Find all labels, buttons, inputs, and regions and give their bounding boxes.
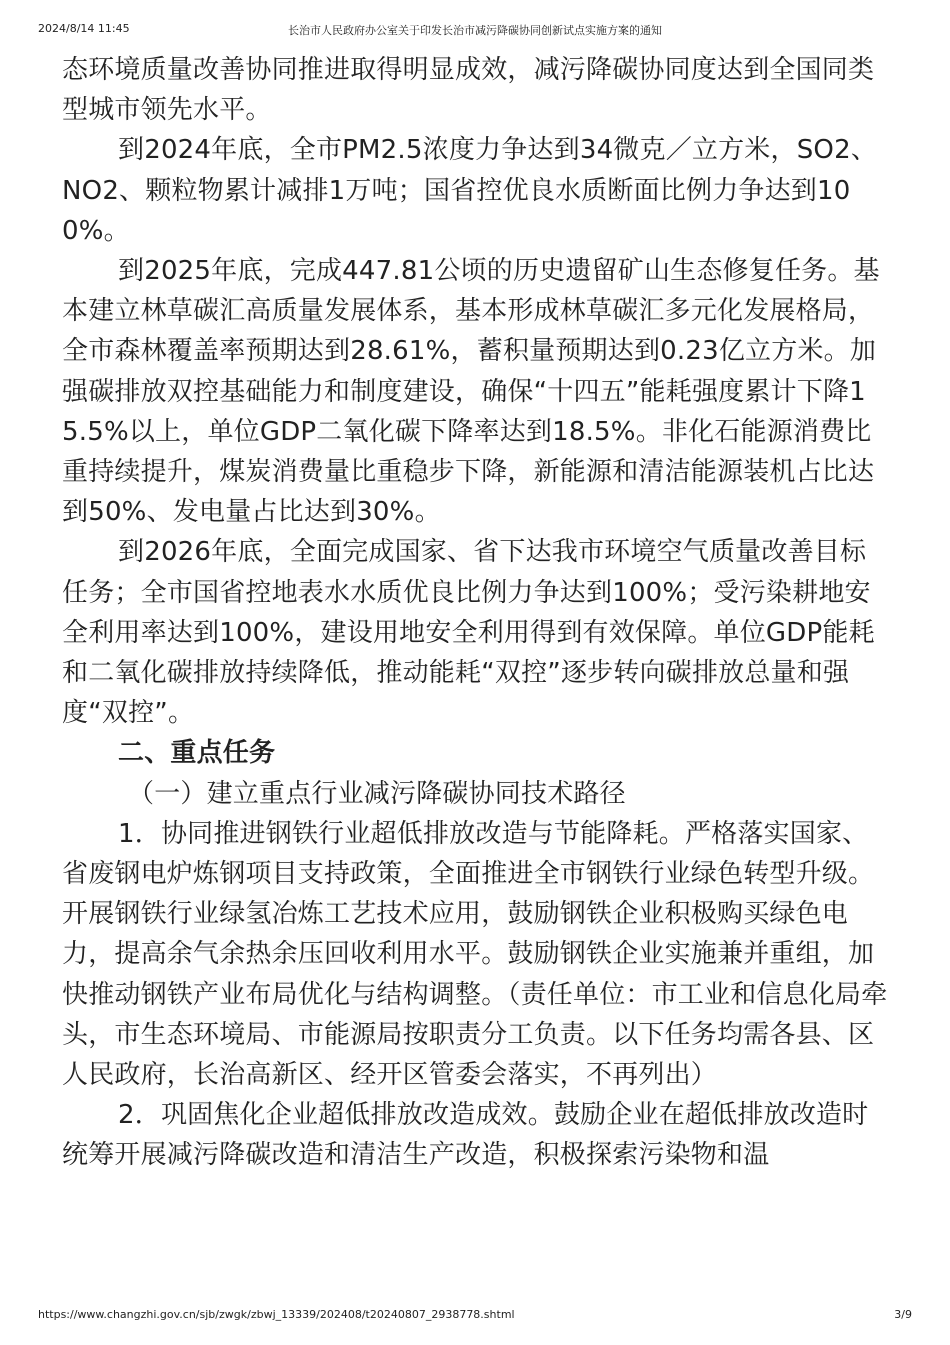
- print-header: [38, 22, 912, 38]
- paragraph-continued: 态环境质量改善协同推进取得明显成效，减污降碳协同度达到全国同类型城市领先水平。: [62, 55, 875, 126]
- paragraph-task-1: 1．协同推进钢铁行业超低排放改造与节能降耗。严格落实国家、省废钢电炉炼钢项目支持政策，全面推进全市钢铁行业绿色转型升级。开展钢铁行业绿氢冶炼工艺技术应用，鼓励钢铁企业积极购买绿色电力，提高余气余热余压回收利用水平。鼓励钢铁企业实施兼并重组，加快推动钢铁产业布局优化与结构调整。（责任单位：市工业和信息化局牵头，市生态环境局、市能源局按职责分工负责。以下任务均需各县、区人民政府，长治高新区、经开区管委会落实，不再列出）: [62, 818, 888, 1091]
- paragraph-2026-targets: 到2026年底，全面完成国家、省下达我市环境空气质量改善目标任务；全市国省控地表水水质优良比例力争达到100%；受污染耕地安全利用率达到100%，建设用地安全利用得到有效保障。单位GDP能耗和二氧化碳排放持续降低，推动能耗“双控”逐步转向碳排放总量和强度“双控”。: [62, 537, 875, 729]
- print-footer: [38, 1308, 912, 1324]
- paragraph-2024-targets: 到2024年底，全市PM2.5浓度力争达到34微克／立方米，SO2、NO2、颗粒物累计减排1万吨；国省控优良水质断面比例力争达到100%。: [62, 135, 878, 246]
- page-url: https://www.changzhi.gov.cn/sjb/zwgk/zbwj_13339/202408/t20240807_2938778.shtml: [38, 1308, 515, 1321]
- paragraph-task-2: 2．巩固焦化企业超低排放改造成效。鼓励企业在超低排放改造时统筹开展减污降碳改造和清洁生产改造，积极探索污染物和温: [62, 1100, 869, 1171]
- document-title: 长治市人民政府办公室关于印发长治市减污降碳协同创新试点实施方案的通知: [288, 24, 662, 37]
- section-heading: 二、重点任务: [118, 738, 276, 769]
- page-number: 3/9: [894, 1308, 912, 1321]
- print-datetime: 2024/8/14 11:45: [38, 22, 130, 35]
- document-body: [62, 50, 888, 1176]
- paragraph-2025-targets: 到2025年底，完成447.81公顷的历史遗留矿山生态修复任务。基本建立林草碳汇高质量发展体系，基本形成林草碳汇多元化发展格局，全市森林覆盖率预期达到28.61%，蓄积量预期达到0.23亿立方米。加强碳排放双控基础能力和制度建设，确保“十四五”能耗强度累计下降15.5%以上，单位GDP二氧化碳下降率达到18.5%。非化石能源消费比重持续提升，煤炭消费量比重稳步下降，新能源和清洁能源装机占比达到50%、发电量占比达到30%。: [62, 256, 880, 528]
- subsection-heading: （一）建立重点行业减污降碳协同技术路径: [128, 778, 626, 809]
